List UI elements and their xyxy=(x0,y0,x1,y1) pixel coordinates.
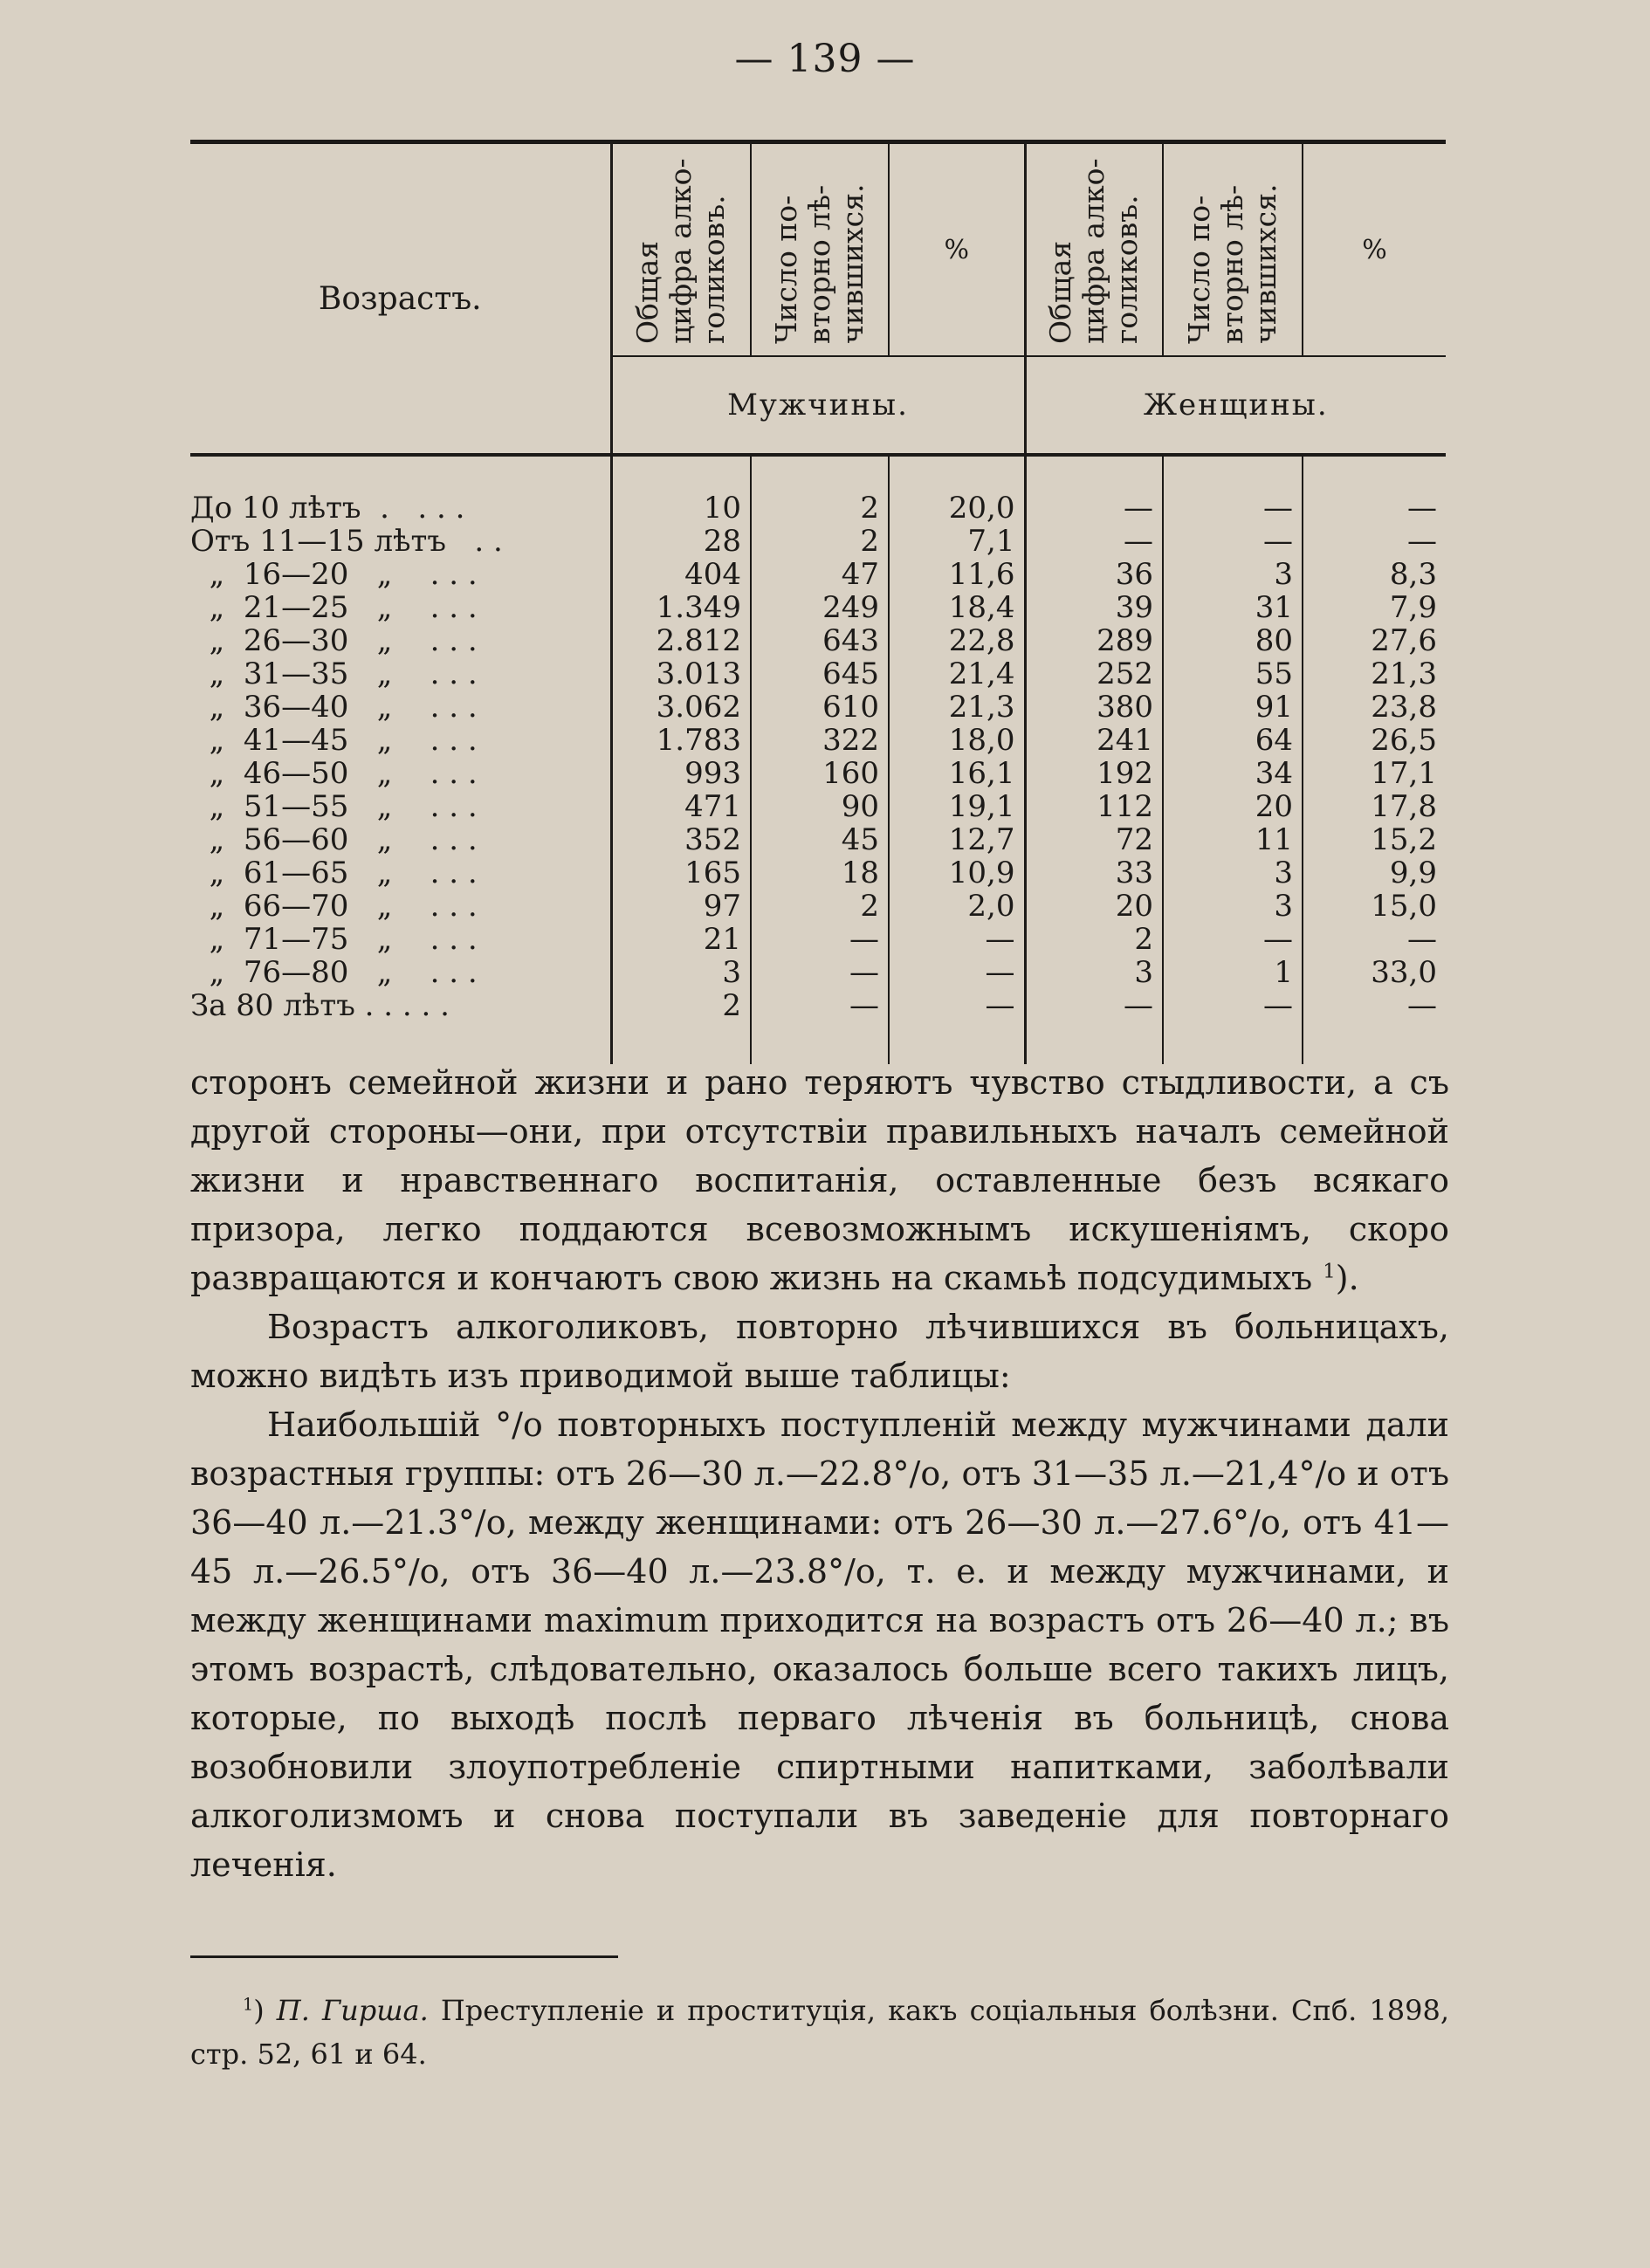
m-repeat-cell: 645 xyxy=(751,657,889,691)
m-pct-cell: 18,0 xyxy=(889,724,1025,757)
table-header-row xyxy=(190,144,1446,356)
f-pct-cell: 7,9 xyxy=(1303,591,1446,624)
age-cell: „ 26—30 „ . . . xyxy=(190,623,478,658)
f-repeat-cell: — xyxy=(1163,455,1303,525)
alcoholics-age-table xyxy=(190,140,1446,1064)
f-repeat-cell: — xyxy=(1163,989,1303,1064)
table-row xyxy=(190,724,1446,757)
f-repeat-cell: 64 xyxy=(1163,724,1303,757)
f-repeat-cell: 3 xyxy=(1163,558,1303,591)
f-pct-cell: 9,9 xyxy=(1303,856,1446,890)
m-pct-cell: 22,8 xyxy=(889,624,1025,657)
men-total-header: Общая цифра алко- голиковъ. xyxy=(611,144,751,356)
age-cell: За 80 лѣтъ . . . . . xyxy=(190,988,450,1023)
page-number: — 139 — xyxy=(734,37,916,81)
f-repeat-cell: 11 xyxy=(1163,823,1303,856)
men-percent-header: % xyxy=(889,144,1025,356)
f-pct-cell: 17,1 xyxy=(1303,757,1446,790)
m-repeat-cell: — xyxy=(751,989,889,1064)
age-column-header: Возрастъ. xyxy=(190,144,611,455)
table-row xyxy=(190,856,1446,890)
m-repeat-cell: 47 xyxy=(751,558,889,591)
m-repeat-cell: 643 xyxy=(751,624,889,657)
age-cell: „ 76—80 „ . . . xyxy=(190,955,478,990)
f-repeat-cell: 34 xyxy=(1163,757,1303,790)
m-total-cell: 10 xyxy=(611,455,751,525)
paragraph-3: Наибольшій °/о повторныхъ поступленій между мужчинами дали возрастныя группы: отъ 26—30 л.—22.8°/o, отъ 31—35 л.—21,4°/o и отъ 36—40 л.—21.3°/o, между женщинами: отъ 26—30 л.—27.6°/o, отъ 41—45 л.—26.5°/o, отъ 36—40 л.—23.8°/o, т. е. и между мужчинами, и между женщинами maximum приходится на возрастъ отъ 26—40 л.; въ этомъ возрастѣ, слѣдовательно, оказалось больше всего такихъ лицъ, которые, по выходѣ послѣ перваго лѣченія въ больницѣ, снова возобновили злоупотребленіе спиртными напитками, заболѣвали алкоголизмомъ и снова поступали въ заведеніе для повторнаго леченія. xyxy=(190,1405,1449,1884)
f-repeat-cell: — xyxy=(1163,923,1303,956)
age-cell: „ 21—25 „ . . . xyxy=(190,590,478,625)
f-total-cell: 33 xyxy=(1025,856,1163,890)
m-pct-cell: 7,1 xyxy=(889,525,1025,558)
age-cell: До 10 лѣтъ . . . . xyxy=(190,491,465,526)
m-pct-cell: 2,0 xyxy=(889,890,1025,923)
m-pct-cell: 18,4 xyxy=(889,591,1025,624)
f-pct-cell: 26,5 xyxy=(1303,724,1446,757)
footnote-ref: 1 xyxy=(1323,1260,1336,1283)
paragraph-2: Возрастъ алкоголиковъ, повторно лѣчившихся въ больницахъ, можно видѣть изъ приводимой выше таблицы: xyxy=(190,1308,1449,1395)
m-pct-cell: 21,4 xyxy=(889,657,1025,691)
m-repeat-cell: 90 xyxy=(751,790,889,823)
f-total-cell: 380 xyxy=(1025,691,1163,724)
table-row xyxy=(190,956,1446,989)
m-repeat-cell: 160 xyxy=(751,757,889,790)
age-cell: „ 51—55 „ . . . xyxy=(190,789,478,824)
f-pct-cell: 15,2 xyxy=(1303,823,1446,856)
table-row xyxy=(190,923,1446,956)
m-total-cell: 404 xyxy=(611,558,751,591)
table-row xyxy=(190,455,1446,525)
f-pct-cell: — xyxy=(1303,989,1446,1064)
f-total-cell: 241 xyxy=(1025,724,1163,757)
m-total-cell: 1.349 xyxy=(611,591,751,624)
table-row xyxy=(190,790,1446,823)
f-pct-cell: 17,8 xyxy=(1303,790,1446,823)
f-repeat-cell: 55 xyxy=(1163,657,1303,691)
f-repeat-cell: 3 xyxy=(1163,856,1303,890)
f-total-cell: 3 xyxy=(1025,956,1163,989)
m-total-cell: 471 xyxy=(611,790,751,823)
m-total-cell: 97 xyxy=(611,890,751,923)
f-pct-cell: — xyxy=(1303,525,1446,558)
f-repeat-cell: 80 xyxy=(1163,624,1303,657)
f-repeat-cell: 3 xyxy=(1163,890,1303,923)
age-cell: „ 61—65 „ . . . xyxy=(190,856,478,890)
m-total-cell: 165 xyxy=(611,856,751,890)
m-repeat-cell: — xyxy=(751,956,889,989)
f-total-cell: — xyxy=(1025,989,1163,1064)
table-row xyxy=(190,691,1446,724)
m-pct-cell: 20,0 xyxy=(889,455,1025,525)
f-total-cell: 39 xyxy=(1025,591,1163,624)
f-pct-cell: 23,8 xyxy=(1303,691,1446,724)
m-repeat-cell: 610 xyxy=(751,691,889,724)
m-pct-cell: — xyxy=(889,989,1025,1064)
footnote-text: Преступленіе и проституція, какъ соціальныя болѣзни. Спб. 1898, стр. 52, 61 и 64. xyxy=(190,1994,1450,2071)
m-total-cell: 3 xyxy=(611,956,751,989)
m-total-cell: 2 xyxy=(611,989,751,1064)
f-pct-cell: 33,0 xyxy=(1303,956,1446,989)
m-pct-cell: 12,7 xyxy=(889,823,1025,856)
table-row xyxy=(190,823,1446,856)
table-row xyxy=(190,525,1446,558)
f-pct-cell: 27,6 xyxy=(1303,624,1446,657)
f-total-cell: — xyxy=(1025,525,1163,558)
m-repeat-cell: 249 xyxy=(751,591,889,624)
age-cell: Отъ 11—15 лѣтъ . . xyxy=(190,524,503,559)
f-repeat-cell: — xyxy=(1163,525,1303,558)
men-group-header: Мужчины. xyxy=(611,356,1025,455)
men-repeat-header: Число по- вторно лѣ- чившихся. xyxy=(751,144,889,356)
f-pct-cell: — xyxy=(1303,455,1446,525)
age-cell: „ 71—75 „ . . . xyxy=(190,922,478,957)
table-row xyxy=(190,757,1446,790)
m-pct-cell: 11,6 xyxy=(889,558,1025,591)
m-pct-cell: 19,1 xyxy=(889,790,1025,823)
women-percent-header: % xyxy=(1303,144,1446,356)
f-total-cell: — xyxy=(1025,455,1163,525)
f-total-cell: 289 xyxy=(1025,624,1163,657)
m-repeat-cell: 45 xyxy=(751,823,889,856)
m-repeat-cell: 2 xyxy=(751,890,889,923)
table-row xyxy=(190,657,1446,691)
m-pct-cell: 10,9 xyxy=(889,856,1025,890)
age-cell: „ 66—70 „ . . . xyxy=(190,889,478,924)
m-total-cell: 2.812 xyxy=(611,624,751,657)
body-text xyxy=(190,1058,1449,1889)
table-row xyxy=(190,591,1446,624)
women-group-header: Женщины. xyxy=(1025,356,1446,455)
table-row xyxy=(190,989,1446,1064)
m-pct-cell: 21,3 xyxy=(889,691,1025,724)
footnote-author: П. Гирша. xyxy=(276,1994,429,2027)
women-total-header: Общая цифра алко- голиковъ. xyxy=(1025,144,1163,356)
f-total-cell: 192 xyxy=(1025,757,1163,790)
m-pct-cell: — xyxy=(889,923,1025,956)
age-cell: „ 31—35 „ . . . xyxy=(190,656,478,691)
f-repeat-cell: 20 xyxy=(1163,790,1303,823)
m-repeat-cell: 18 xyxy=(751,856,889,890)
m-repeat-cell: 2 xyxy=(751,525,889,558)
paragraph-1: сторонъ семейной жизни и рано теряютъ чувство стыдливости, а съ другой стороны—они, при отсутствіи правильныхъ началъ семейной жизни и нравственнаго воспитанія, оставленные безъ всякаго призора, легко поддаются всевозможнымъ искушеніямъ, скоро развращаются и кончаютъ свою жизнь на скамьѣ подсудимыхъ $^1$). xyxy=(190,1063,1449,1297)
age-cell: „ 16—20 „ . . . xyxy=(190,557,478,592)
f-repeat-cell: 31 xyxy=(1163,591,1303,624)
m-pct-cell: 16,1 xyxy=(889,757,1025,790)
footnote-rule xyxy=(190,1955,618,1958)
footnote-marker: 1 xyxy=(243,1994,254,2015)
m-repeat-cell: 322 xyxy=(751,724,889,757)
f-pct-cell: — xyxy=(1303,923,1446,956)
f-pct-cell: 8,3 xyxy=(1303,558,1446,591)
table-row xyxy=(190,558,1446,591)
footnote: $^1$) П. Гирша. Преступленіе и проституція, какъ соціальныя болѣзни. Спб. 1898, стр. 52, 61 и 64. xyxy=(190,1994,1450,2071)
age-cell: „ 36—40 „ . . . xyxy=(190,690,478,725)
m-repeat-cell: 2 xyxy=(751,455,889,525)
m-total-cell: 3.013 xyxy=(611,657,751,691)
m-total-cell: 3.062 xyxy=(611,691,751,724)
f-total-cell: 72 xyxy=(1025,823,1163,856)
m-total-cell: 21 xyxy=(611,923,751,956)
m-total-cell: 1.783 xyxy=(611,724,751,757)
m-pct-cell: — xyxy=(889,956,1025,989)
f-repeat-cell: 1 xyxy=(1163,956,1303,989)
m-total-cell: 352 xyxy=(611,823,751,856)
f-total-cell: 252 xyxy=(1025,657,1163,691)
m-repeat-cell: — xyxy=(751,923,889,956)
f-repeat-cell: 91 xyxy=(1163,691,1303,724)
women-repeat-header: Число по- вторно лѣ- чившихся. xyxy=(1163,144,1303,356)
f-total-cell: 36 xyxy=(1025,558,1163,591)
table-row xyxy=(190,890,1446,923)
m-total-cell: 993 xyxy=(611,757,751,790)
m-total-cell: 28 xyxy=(611,525,751,558)
age-cell: „ 41—45 „ . . . xyxy=(190,723,478,758)
age-cell: „ 46—50 „ . . . xyxy=(190,756,478,791)
f-total-cell: 20 xyxy=(1025,890,1163,923)
f-pct-cell: 15,0 xyxy=(1303,890,1446,923)
f-total-cell: 2 xyxy=(1025,923,1163,956)
table-row xyxy=(190,624,1446,657)
age-cell: „ 56—60 „ . . . xyxy=(190,822,478,857)
f-pct-cell: 21,3 xyxy=(1303,657,1446,691)
table-body xyxy=(190,455,1446,1064)
f-total-cell: 112 xyxy=(1025,790,1163,823)
